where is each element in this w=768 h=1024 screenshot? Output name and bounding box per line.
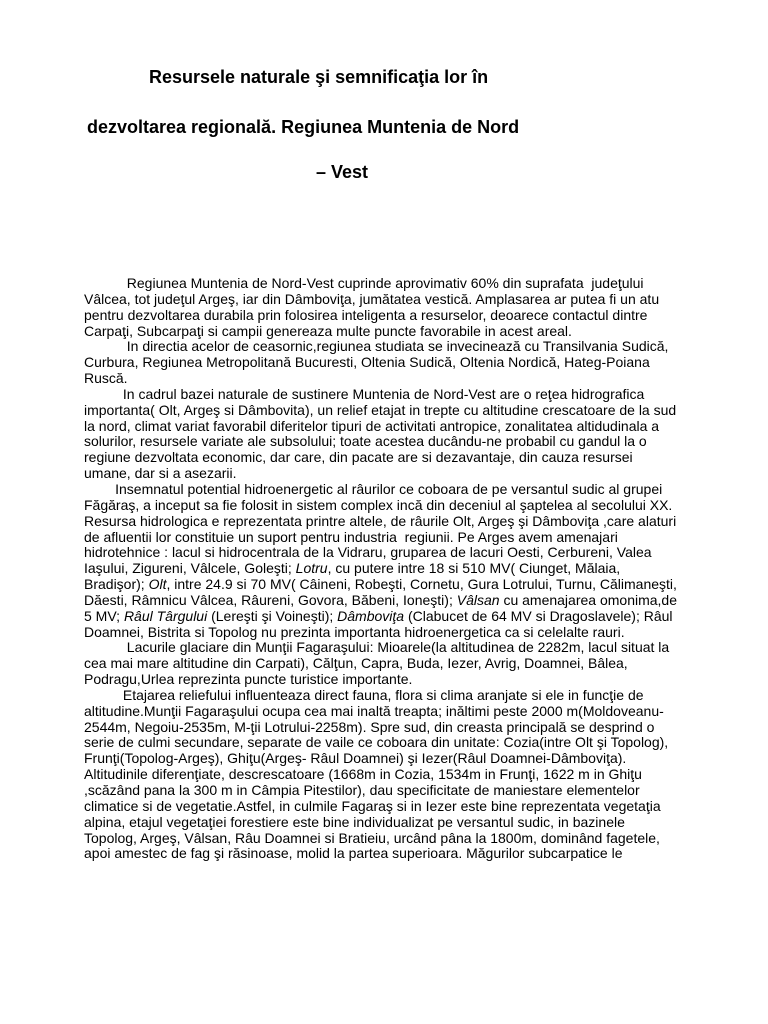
title-line-2: dezvoltarea regională. Regiunea Muntenia de Nord <box>87 117 520 137</box>
body-line <box>84 371 714 387</box>
body-line <box>84 276 714 292</box>
body-line <box>84 545 714 561</box>
text-run: Lacurile glaciare din Munţii Fagaraşului: Mioarele(la altitudinea de 2282m, lacul situat la <box>84 639 670 656</box>
text-run: Doamnei, Bistrita si Topolog nu prezinta importanta hidroenergetica ca si celelalte rauri. <box>84 623 625 640</box>
text-run: 5 MV; <box>84 607 124 624</box>
body-line <box>84 735 714 751</box>
text-run: de afluentii lor constituie un suport pentru industria regiunii. Pe Arges avem amenajari <box>84 528 618 545</box>
body-line <box>84 450 714 466</box>
text-run: apoi amestec de fag şi răsinoase, molid la partea superioara. Măgurilor subcarpatice le <box>84 845 623 862</box>
text-run: 2544m, Negoiu-2535m, M-ţii Lotrului-2258m). Spre sud, din creasta principală se desprind o <box>84 718 655 735</box>
text-run: umane, dar si a asezarii. <box>84 465 237 482</box>
text-run: Altitudinile diferenţiate, descrescatoare (1668m in Cozia, 1534m in Frunţi, 1622 m in Ghiţu <box>84 766 642 783</box>
body-line <box>84 688 714 704</box>
body-line <box>84 656 714 672</box>
body-text <box>84 276 714 862</box>
text-run: Frunţi(Topolog-Argeş), Ghiţu(Argeş- Râul Doamnei) şi Iezer(Râul Doamnei-Dâmboviţa). <box>84 750 627 767</box>
text-run: alpina, etajul vegetaţiei forestiere este bine individualizat pe versantul sudic, in bazinele <box>84 813 625 830</box>
title-line-3: – Vest <box>316 162 369 182</box>
body-line <box>84 434 714 450</box>
body-line <box>84 324 714 340</box>
body-line <box>84 704 714 720</box>
text-run: Dăesti, Râmnicu Vâlcea, Râureni, Govora, Băbeni, Ioneşti); <box>84 591 457 608</box>
text-run: hidrotehnice : lacul si hidrocentrala de la Vidraru, gruparea de lacuri Oesti, Cerbureni, Valea <box>84 544 652 561</box>
text-run: , intre 24.9 si 70 MV( Câineni, Robeşti, Cornetu, Gura Lotrului, Turnu, Călimaneşti, <box>166 576 677 593</box>
text-run: (Lereşti şi Voineşti); <box>207 607 338 624</box>
text-run: Topolog, Argeş, Vâlsan, Râu Doamnei si Bratieiu, urcând pâna la 1800m, dominând fagetele, <box>84 829 660 846</box>
text-run: cea mai mare altitudine din Carpati), Călţun, Capra, Buda, Iezer, Avrig, Doamnei, Bâlea, <box>84 655 628 672</box>
text-run: Vâlcea, tot judeţul Argeş, iar din Dâmboviţa, jumătatea vestică. Amplasarea ar putea fi un atu <box>84 290 660 307</box>
text-run: Făgăraş, a inceput sa fie folosit in sistem complex incă din deceniul al şaptelea al secolului XX. <box>84 496 673 513</box>
body-line <box>84 292 714 308</box>
text-run: (Clabucet de 64 MV si Dragoslavele); Râul <box>404 607 673 624</box>
body-line <box>84 799 714 815</box>
text-run: Iaşului, Zigureni, Vâlcele, Goleşti; <box>84 560 296 577</box>
body-line <box>84 593 714 609</box>
text-run: pentru dezvoltarea durabila prin folosirea inteligenta a resurselor, deoarece contactul dintre <box>84 306 648 323</box>
body-line <box>84 783 714 799</box>
italic-text: Dâmboviţa <box>337 607 405 624</box>
body-line <box>84 308 714 324</box>
text-run: Carpaţi, Subcarpaţi si campii genereaza multe puncte favorabile in acest areal. <box>84 322 572 339</box>
body-line <box>84 514 714 530</box>
text-run: Ruscă. <box>84 370 128 387</box>
italic-text: Olt <box>148 576 167 593</box>
body-line <box>84 720 714 736</box>
title-line-1: Resursele naturale şi semnificaţia lor în <box>149 67 489 87</box>
text-run: Etajarea reliefului influenteaza direct fauna, flora si clima aranjate si ele in funcţie de <box>84 686 644 703</box>
text-run: Curbura, Regiunea Metropolitană Bucuresti, Oltenia Sudică, Oltenia Nordică, Hateg-Poiana <box>84 354 650 371</box>
body-line <box>84 355 714 371</box>
body-line <box>84 387 714 403</box>
body-line <box>84 640 714 656</box>
text-run: Resursa hidrologica e reprezentata printre altele, de râurile Olt, Argeş şi Dâmboviţa ,care alaturi <box>84 512 677 529</box>
body-line <box>84 498 714 514</box>
text-run: regiune dezvoltata economic, dar care, din pacate are si dezavantaje, din cauza resursei <box>84 449 633 466</box>
text-run: climatice si de vegetatie.Astfel, in culmile Fagaraş si in Iezer este bine reprezentata vegetaţia <box>84 797 661 814</box>
body-line <box>84 561 714 577</box>
body-line <box>84 339 714 355</box>
text-run: Bradişor); <box>84 576 149 593</box>
text-run: la nord, climat variat favorabil diferitelor tipuri de activitati antropice, zonalitatea altidudinala a <box>84 417 660 434</box>
body-line <box>84 846 714 862</box>
text-run: serie de culmi secundare, separate de vaile ce coboara din unitate: Cozia(intre Olt şi Topolog), <box>84 734 669 751</box>
italic-text: Vâlsan <box>456 591 500 608</box>
body-line <box>84 419 714 435</box>
body-line <box>84 831 714 847</box>
body-line <box>84 609 714 625</box>
italic-text: Râul Târgului <box>123 607 208 624</box>
body-line <box>84 482 714 498</box>
text-run: solurilor, resursele variate ale subsolului; toate acestea ducându-ne probabil cu gandul la o <box>84 433 647 450</box>
text-run: cu amenajarea omonima,de <box>499 591 677 608</box>
text-run: Podragu,Urlea reprezinta puncte turistice importante. <box>84 671 413 688</box>
text-run: , cu putere intre 18 si 510 MV( Ciunget, Mălaia, <box>327 560 621 577</box>
body-line <box>84 815 714 831</box>
text-run: Regiunea Muntenia de Nord-Vest cuprinde aprovimativ 60% din suprafata judeţului <box>84 275 644 291</box>
body-line <box>84 403 714 419</box>
body-line <box>84 466 714 482</box>
text-run: In cadrul bazei naturale de sustinere Muntenia de Nord-Vest are o reţea hidrografica <box>84 385 645 402</box>
text-run: importanta( Olt, Argeş si Dâmbovita), un relief etajat in trepte cu altitudine crescatoare de la sud <box>84 401 677 418</box>
italic-text: Lotru <box>295 560 328 577</box>
body-line <box>84 767 714 783</box>
body-line <box>84 530 714 546</box>
text-run: Insemnatul potential hidroenergetic al râurilor ce coboara de pe versantul sudic al grupei <box>84 480 663 497</box>
body-line <box>84 672 714 688</box>
body-line <box>84 751 714 767</box>
text-run: ,scăzând pana la 300 m in Câmpia Pitestilor), dau specificitate de maniestare elementelor <box>84 782 640 798</box>
body-line <box>84 577 714 593</box>
text-run: altitudine.Munţii Fagaraşului ocupa cea mai inaltă treapta; inăltimi peste 2000 m(Moldoveanu- <box>84 702 664 719</box>
text-run: In directia acelor de ceasornic,regiunea studiata se invecinează cu Transilvania Sudică, <box>84 338 669 355</box>
body-line <box>84 625 714 641</box>
